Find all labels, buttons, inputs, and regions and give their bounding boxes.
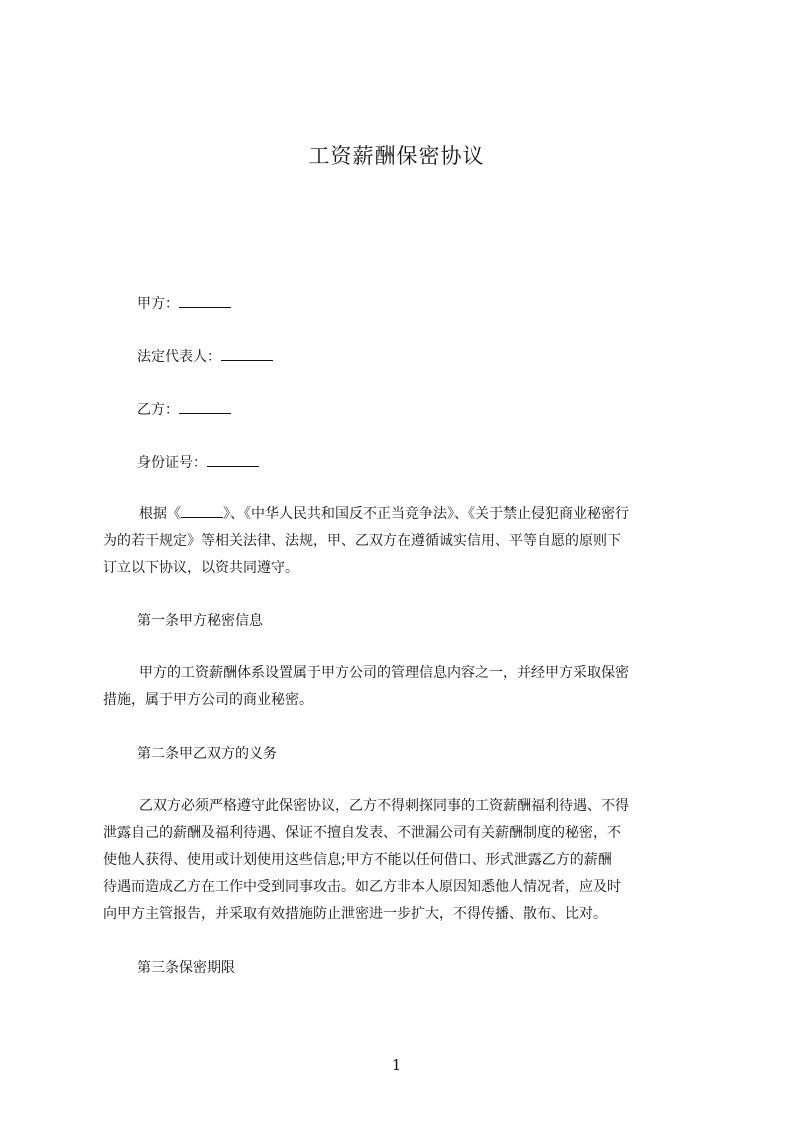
clause-2-line-5: 向甲方主管报告，并采取有效措施防止泄密进一步扩大，不得传播、散布、比对。: [103, 906, 607, 922]
clause-1-line-2: 措施，属于甲方公司的商业秘密。: [103, 692, 313, 708]
intro-paragraph: [103, 501, 703, 582]
document-title: 工资薪酬保密协议: [308, 144, 485, 168]
intro-line-1: [103, 501, 703, 528]
clause-1-line-1: 甲方的工资薪酬体系设置属于甲方公司的管理信息内容之一，并经甲方采取保密: [139, 665, 629, 681]
intro-line-2: 为的若干规定》等相关法律、法规，甲、乙双方在遵循诚实信用、平等自愿的原则下: [103, 533, 621, 549]
legal-representative-blank: [221, 346, 273, 361]
party-a-blank: [179, 293, 231, 308]
clause-2-paragraph: [103, 793, 703, 928]
party-b-label: 乙方：: [137, 402, 179, 418]
clause-2-line-4: 待遇而造成乙方在工作中受到同事攻击。如乙方非本人原因知悉他人情况者，应及时: [103, 879, 621, 895]
id-number-field: [137, 452, 259, 473]
id-number-label: 身份证号：: [137, 455, 207, 471]
clause-3-heading: 第三条保密期限: [137, 960, 235, 976]
clause-1-heading: 第一条甲方秘密信息: [137, 613, 263, 629]
legal-representative-field: [137, 346, 273, 367]
clause-1-paragraph: [103, 660, 703, 714]
party-a-field: [137, 293, 231, 314]
clause-2-line-1: 乙双方必须严格遵守此保密协议，乙方不得刺探同事的工资薪酬福利待遇、不得: [139, 798, 629, 814]
page-number: 1: [391, 1056, 402, 1074]
clause-2-line-2: 泄露自己的薪酬及福利待遇、保证不擅自发表、不泄漏公司有关薪酬制度的秘密，不: [103, 825, 621, 841]
intro-line-3: 订立以下协议，以资共同遵守。: [103, 560, 299, 576]
intro-line-1-suffix: 》、《中华人民共和国反不正当竞争法》、《关于禁止侵犯商业秘密行: [223, 506, 629, 522]
party-a-label: 甲方：: [137, 296, 179, 312]
legal-representative-label: 法定代表人：: [137, 349, 221, 365]
law-name-blank: [181, 504, 223, 518]
clause-2-line-3: 使他人获得、使用或计划使用这些信息;甲方不能以任何借口、形式泄露乙方的薪酬: [103, 852, 612, 868]
intro-line-1-prefix: 根据《: [139, 506, 181, 522]
clause-2-heading: 第二条甲乙双方的义务: [137, 746, 277, 762]
party-b-field: [137, 399, 231, 420]
id-number-blank: [207, 452, 259, 467]
party-b-blank: [179, 399, 231, 414]
